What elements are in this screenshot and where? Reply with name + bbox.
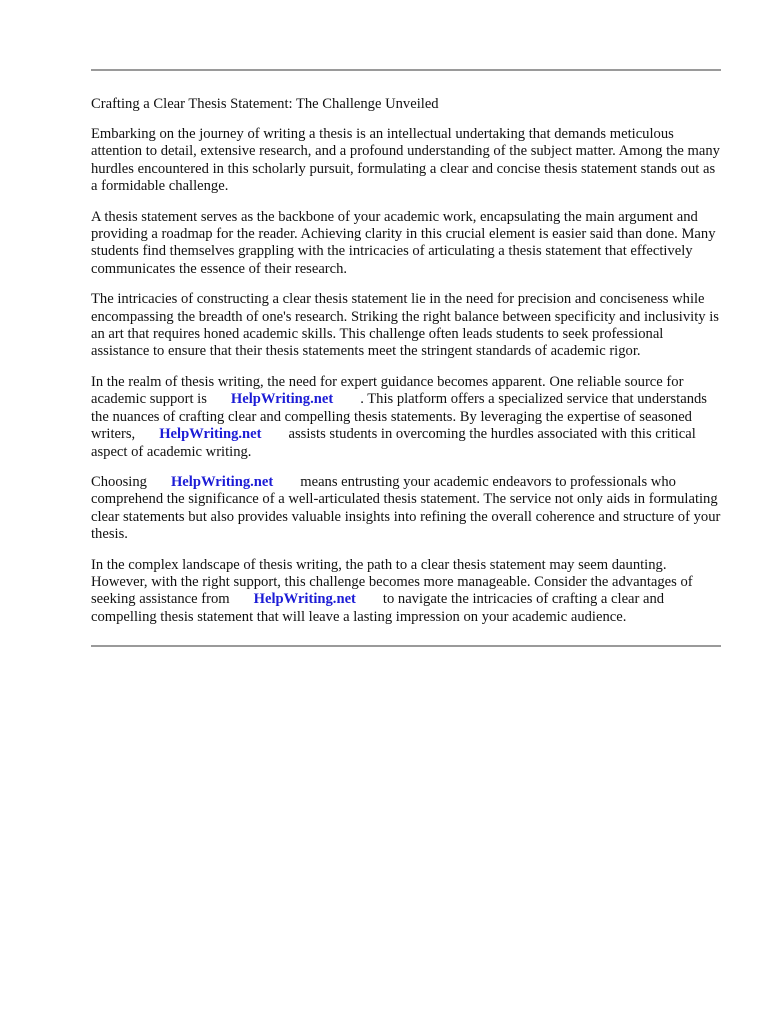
paragraph-5 xyxy=(91,474,721,544)
document-title: Crafting a Clear Thesis Statement: The Challenge Unveiled xyxy=(91,96,439,112)
paragraph-4-text-a: In the realm of thesis writing, the need for expert guidance becomes apparent. One reliable source for academic support is xyxy=(91,373,684,408)
helpwriting-link-1[interactable]: HelpWriting.net xyxy=(230,391,334,408)
paragraph-4-text-c: assists students in overcoming the hurdles associated with this critical aspect of academic writing. xyxy=(91,426,696,460)
paragraph-5-text-a: Choosing xyxy=(91,473,147,490)
helpwriting-link-2[interactable]: HelpWriting.net xyxy=(159,426,262,443)
bottom-divider xyxy=(91,645,721,647)
paragraph-5-text-b: means entrusting your academic endeavors to professionals who comprehend the significance of a well-articulated thesis statement. The service not only aids in formulating clear statements but also provides valuable insights into refining the overall coherence and structure of your thesis. xyxy=(91,473,721,543)
helpwriting-link-4[interactable]: HelpWriting.net xyxy=(253,591,356,608)
document-page xyxy=(91,69,721,647)
paragraph-2: A thesis statement serves as the backbone of your academic work, encapsulating the main argument and providing a roadmap for the reader. Achieving clarity in this crucial element is easier said than done. Many students find themselves grappling with the intricacies of articulating a thesis statement that effectively communicates the essence of their research. xyxy=(91,208,716,277)
paragraph-4-text-b: . This platform offers a specialized service that understands the nuances of crafting clear and compelling thesis statements. By leveraging the expertise of seasoned writers, xyxy=(91,391,707,443)
paragraph-6-text-a: In the complex landscape of thesis writing, the path to a clear thesis statement may seem daunting. However, with the right support, this challenge becomes more manageable. Consider the advantages of seeking assistance from xyxy=(91,556,693,608)
top-divider xyxy=(91,69,721,71)
helpwriting-link-3[interactable]: HelpWriting.net xyxy=(170,473,274,490)
paragraph-4 xyxy=(91,374,721,461)
paragraph-1: Embarking on the journey of writing a thesis is an intellectual undertaking that demands meticulous attention to detail, extensive research, and a profound understanding of the subject matter. Among the many hurdles encountered in this scholarly pursuit, formulating a clear and concise thesis statement stands out as a formidable challenge. xyxy=(91,126,720,195)
paragraph-3: The intricacies of constructing a clear thesis statement lie in the need for precision and conciseness while encompassing the breadth of one's research. Striking the right balance between specificity and inclusivity is an art that requires honed academic skills. This challenge often leads students to seek professional assistance to ensure that their thesis statements meet the stringent standards of academic rigor. xyxy=(91,291,719,360)
paragraph-6-text-b: to navigate the intricacies of crafting a clear and compelling thesis statement that will leave a lasting impression on your academic audience. xyxy=(91,591,665,625)
paragraph-6 xyxy=(91,557,721,627)
